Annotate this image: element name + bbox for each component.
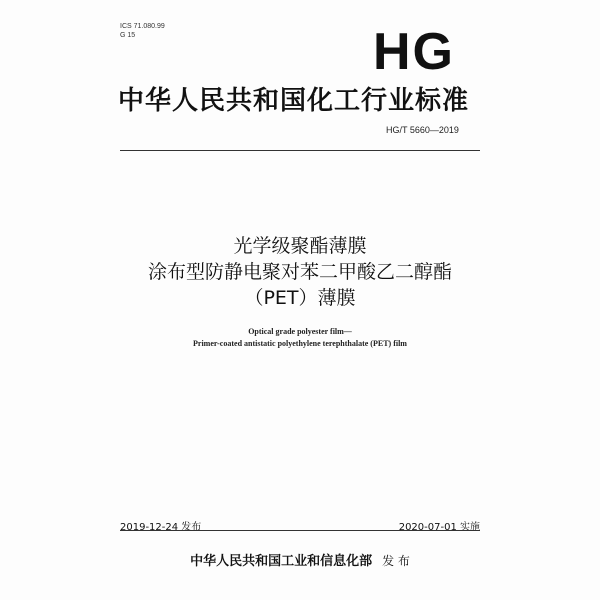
- standard-category-title: 中华人民共和国化工行业标准: [118, 86, 470, 116]
- top-divider: [120, 150, 480, 151]
- classification-codes: [120, 22, 165, 40]
- english-title: [0, 326, 600, 350]
- publisher-name: 中华人民共和国工业和信息化部: [190, 554, 373, 569]
- publisher-line: [0, 550, 600, 569]
- publisher-action: 发 布: [382, 554, 410, 568]
- chinese-title: [0, 233, 600, 311]
- english-title-line-1: Optical grade polyester film—: [248, 327, 352, 336]
- ics-code: ICS 71.080.99: [120, 23, 165, 30]
- english-title-line-2: Primer-coated antistatic polyethylene terephthalate (PET) film: [193, 339, 407, 348]
- chinese-title-line-1: 光学级聚酯薄膜: [233, 235, 367, 257]
- standard-number: HG/T 5660—2019: [386, 125, 459, 135]
- hg-logo: HG: [373, 23, 455, 81]
- ccs-code: G 15: [120, 32, 136, 39]
- chinese-title-line-3: （PET）薄膜: [244, 287, 356, 309]
- bottom-divider: [120, 530, 480, 531]
- issue-date: 2019-12-24 发布: [120, 522, 202, 533]
- chinese-title-line-2: 涂布型防静电聚对苯二甲酸乙二醇酯: [147, 261, 452, 283]
- implementation-date: 2020-07-01 实施: [398, 522, 480, 533]
